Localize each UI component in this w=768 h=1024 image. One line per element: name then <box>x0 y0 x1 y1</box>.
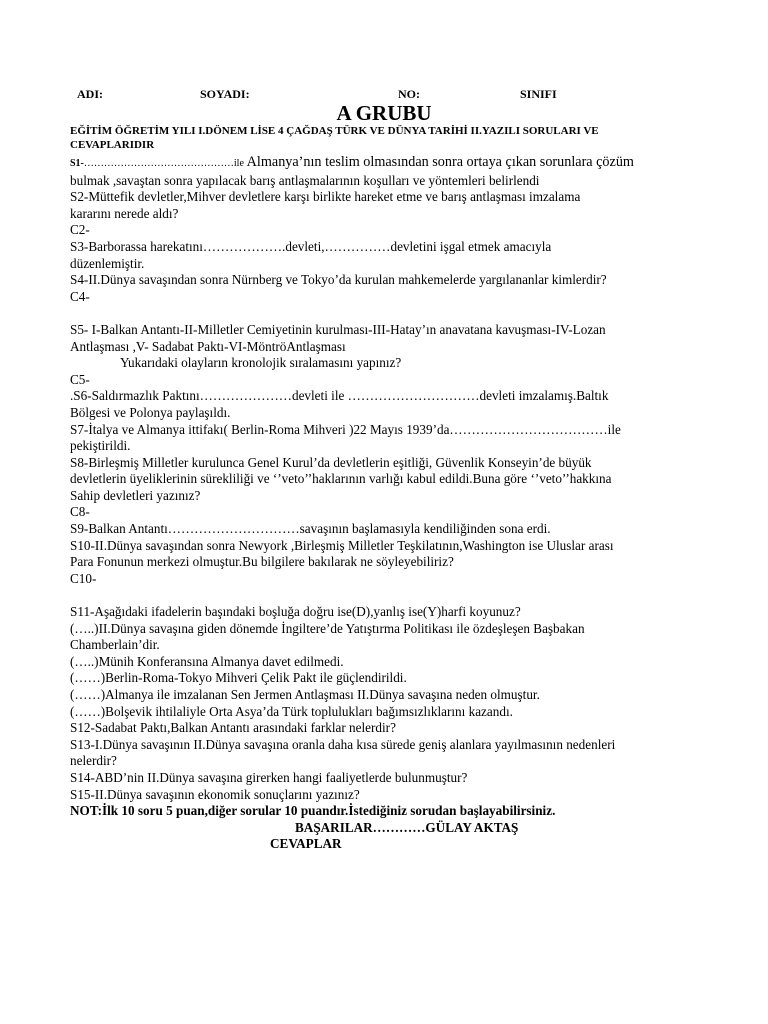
question-3-line1: S3-Barborassa harekatını……………….devleti,……………devletini işgal etmek amacıyla <box>70 238 552 254</box>
group-title: A GRUBU <box>336 101 432 125</box>
question-8-line1: S8-Birleşmiş Milletler kurulunca Genel Kurul’da devletlerin eşitliği, Güvenlik Konseyin’de büyük <box>70 454 592 470</box>
question-5-line1: S5- I-Balkan Antantı-II-Milletler Cemiyetinin kurulması-III-Hatay’ın anavatana kavuşması-IV-Lozan <box>70 321 606 337</box>
question-1-text: Almanya’nın teslim olmasından sonra ortaya çıkan sorunlara çözüm <box>243 154 634 170</box>
question-11-item1-line1: (…..)II.Dünya savaşına giden dönemde İngiltere’de Yatıştırma Politikası ile özdeşleşen Başbakan <box>70 620 585 636</box>
question-6-line2: Bölgesi ve Polonya paylaşıldı. <box>70 404 231 420</box>
class-label: SINIFI <box>520 87 557 101</box>
answer-4-label: C4- <box>70 288 90 304</box>
question-1-label: S1- <box>70 158 84 169</box>
question-5-line2: Antlaşması ,V- Sadabat Paktı-VI-MöntröAntlaşması <box>70 338 346 354</box>
question-10-line2: Para Fonunun merkezi olmuştur.Bu bilgilere bakılarak ne söyleyebiliriz? <box>70 554 454 570</box>
question-10-line1: S10-II.Dünya savaşından sonra Newyork ,Birleşmiş Milletler Teşkilatının,Washington ise Uluslar arası <box>70 537 614 553</box>
question-11-item3: (……)Berlin-Roma-Tokyo Mihveri Çelik Pakt ile güçlendirildi. <box>70 670 407 686</box>
name-label: ADI: <box>77 87 103 101</box>
closing-signature: BAŞARILAR…………GÜLAY AKTAŞ <box>295 819 519 835</box>
exam-note: NOT:İlk 10 soru 5 puan,diğer sorular 10 puandır.İstediğiniz sorudan başlayabilirsiniz. <box>70 803 556 819</box>
question-12-line1: S12-Sadabat Paktı,Balkan Antantı arasındaki farklar nelerdir? <box>70 720 396 736</box>
exam-subtitle-line1: EĞİTİM ÖĞRETİM YILI I.DÖNEM LİSE 4 ÇAĞDAŞ TÜRK VE DÜNYA TARİHİ II.YAZILI SORULARI VE <box>70 125 599 137</box>
question-14-line1: S14-ABD’nin II.Dünya savaşına girerken hangi faaliyetlerde bulunmuştur? <box>70 769 468 785</box>
question-4-line1: S4-II.Dünya savaşından sonra Nürnberg ve Tokyo’da kurulan mahkemelerde yargılananlar kimlerdir? <box>70 272 607 288</box>
exam-subtitle-line2: CEVAPLARIDIR <box>70 139 155 151</box>
answers-heading: CEVAPLAR <box>270 836 342 852</box>
question-2-line1: S2-Müttefik devletler,Mihver devletlere karşı birlikte hareket etme ve barış antlaşması imzalama <box>70 189 581 205</box>
question-11-item2: (…..)Münih Konferansına Almanya davet edilmedi. <box>70 653 344 669</box>
answer-8-label: C8- <box>70 504 90 520</box>
question-7-line2: pekiştirildi. <box>70 438 131 454</box>
question-8-line3: Sahip devletleri yazınız? <box>70 487 201 503</box>
question-11-line1: S11-Aşağıdaki ifadelerin başındaki boşluğa doğru ise(D),yanlış ise(Y)harfi koyunuz? <box>70 604 521 620</box>
answer-10-label: C10- <box>70 570 97 586</box>
question-13-line2: nelerdir? <box>70 753 117 769</box>
question-1-line2: bulmak ,savaştan sonra yapılacak barış antlaşmalarının koşulları ve yöntemleri belirlendi <box>70 172 540 188</box>
surname-label: SOYADI: <box>200 87 250 101</box>
question-11-item1-line2: Chamberlain’dir. <box>70 637 160 653</box>
question-5-line3: Yukarıdaki olayların kronolojik sıralamasını yapınız? <box>120 355 402 371</box>
question-8-line2: devletlerin üyeliklerinin sürekliliği ve ‘’veto’’haklarının varlığı kabul edildi.Buna göre ‘’veto’’hakkına <box>70 471 612 487</box>
exam-content <box>70 124 720 853</box>
question-9-line1: S9-Balkan Antantı…………………………savaşının başlamasıyla kendiliğinden sona erdi. <box>70 521 551 537</box>
question-15-line1: S15-II.Dünya savaşının ekonomik sonuçlarını yazınız? <box>70 786 360 802</box>
answer-2-label: C2- <box>70 222 90 238</box>
question-2-line2: kararını nerede aldı? <box>70 205 179 221</box>
number-label: NO: <box>398 87 420 101</box>
question-11-item5: (……)Bolşevik ihtilaliyle Orta Asya’da Türk toplulukları bağımsızlıklarını kazandı. <box>70 703 513 719</box>
answer-5-label: C5- <box>70 371 90 387</box>
question-1 <box>70 154 720 173</box>
question-7-line1: S7-İtalya ve Almanya ittifakı( Berlin-Roma Mihveri )22 Mayıs 1939’da………………………………ile <box>70 421 621 437</box>
question-6-line1: .S6-Saldırmazlık Paktını…………………devleti ile …………………………devleti imzalamış.Baltık <box>70 388 609 404</box>
question-3-line2: düzenlemiştir. <box>70 255 145 271</box>
question-13-line1: S13-I.Dünya savaşının II.Dünya savaşına oranla daha kısa sürede geniş alanlara yayılmasının nedenleri <box>70 736 616 752</box>
question-1-blank: ………………………………………ile <box>83 158 244 169</box>
question-11-item4: (……)Almanya ile imzalanan Sen Jermen Antlaşması II.Dünya savaşına neden olmuştur. <box>70 687 540 702</box>
